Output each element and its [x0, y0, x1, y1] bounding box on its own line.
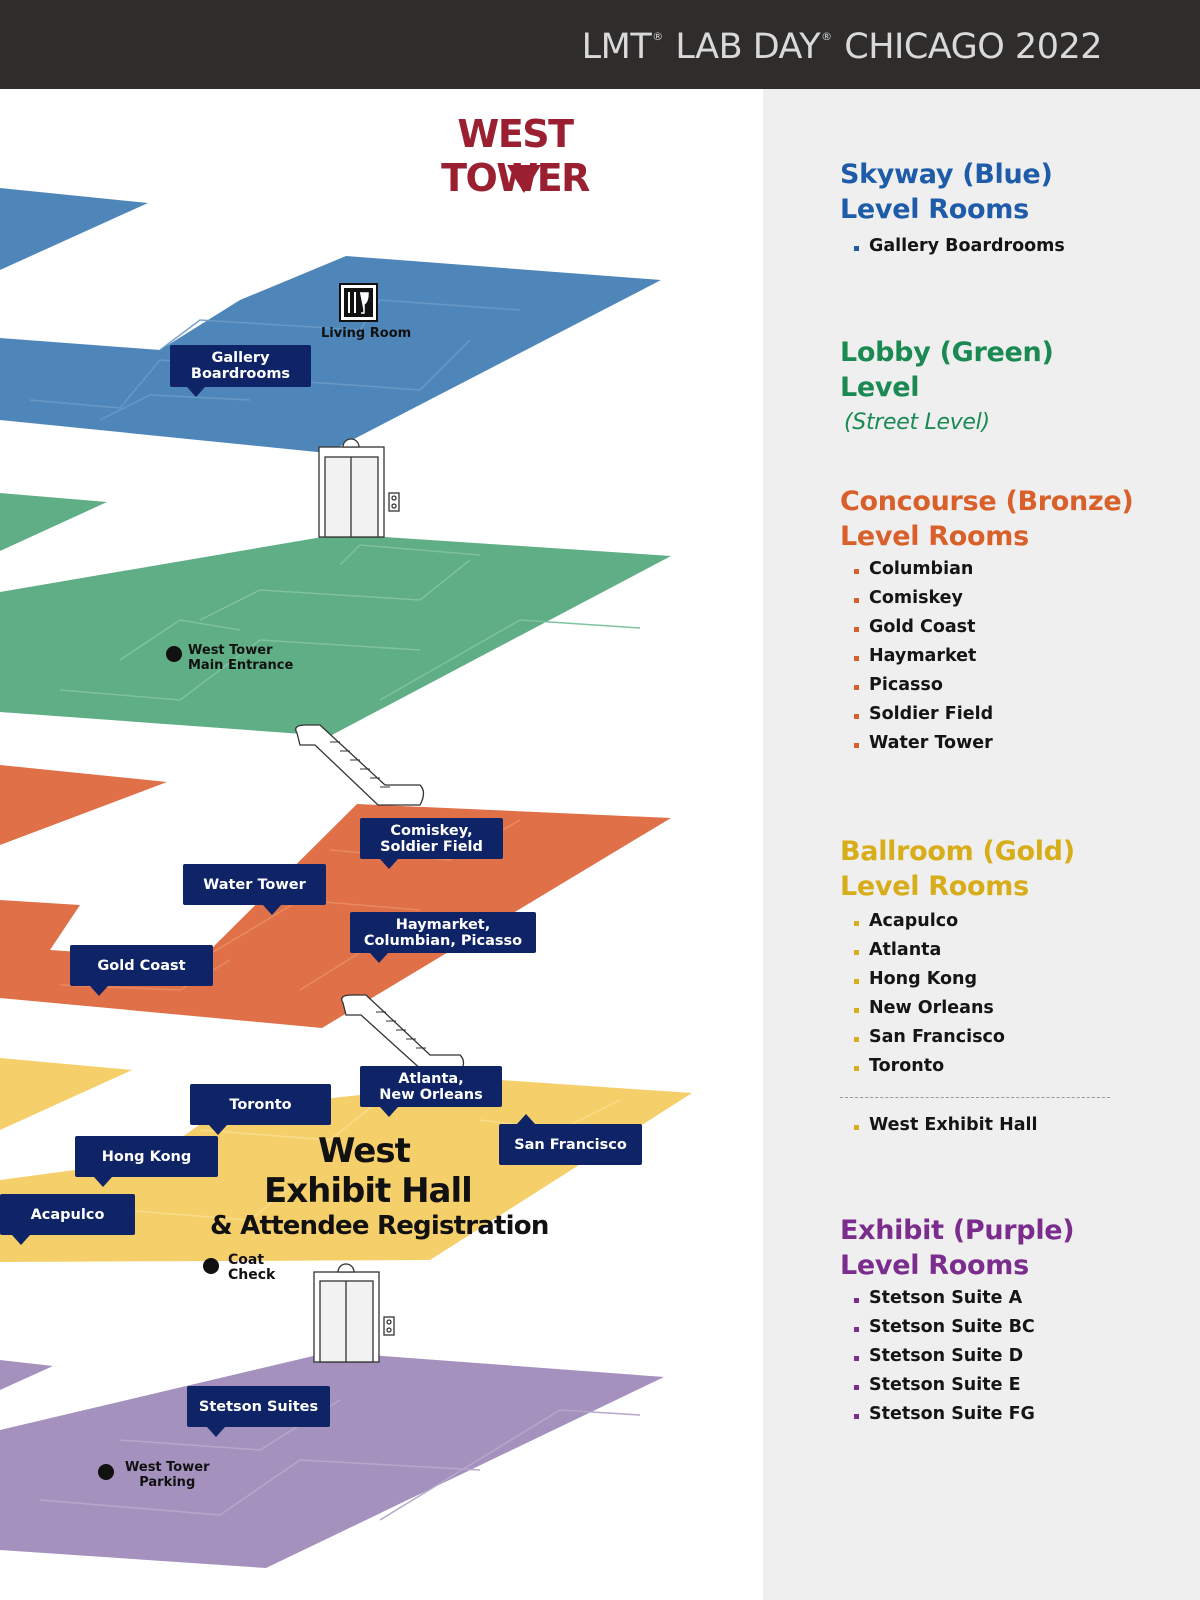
list-item: New Orleans [852, 994, 1005, 1023]
list-item: Hong Kong [852, 965, 1005, 994]
list-item: Atlanta [852, 936, 1005, 965]
callout-label: Toronto [229, 1096, 292, 1113]
coat-check-label: Coat Check [228, 1252, 276, 1283]
hall-title-line2: Exhibit Hall [264, 1171, 472, 1211]
elevator-icon-lower [314, 1264, 394, 1362]
list-item: Acapulco [852, 907, 1005, 936]
callout-water-tower[interactable] [183, 864, 326, 905]
callout-pointer [12, 1235, 30, 1245]
callout-pointer [263, 905, 281, 915]
callout-pointer [94, 1177, 112, 1187]
callout-pointer [517, 1114, 535, 1124]
elevator-icon-upper [319, 439, 399, 537]
list-item: Soldier Field [852, 700, 993, 729]
callout-label: Stetson Suites [198, 1398, 319, 1415]
legend-divider [840, 1097, 1110, 1098]
callout-toronto[interactable] [190, 1084, 331, 1125]
list-item: Stetson Suite A [852, 1284, 1035, 1313]
lobby-floor [0, 534, 671, 736]
callout-stetson-suites[interactable] [187, 1386, 330, 1427]
list-item: Columbian [852, 555, 993, 584]
callout-haymarket[interactable] [350, 912, 536, 953]
callout-label: Hong Kong [101, 1148, 192, 1165]
ballroom-extra-list [852, 1111, 1038, 1140]
skyway-heading: Skyway (Blue) Level Rooms [840, 159, 1053, 225]
tower-title: WEST TOWER [441, 112, 589, 200]
exhibit-heading: Exhibit (Purple) Level Rooms [840, 1215, 1075, 1281]
callout-acapulco[interactable] [0, 1194, 135, 1235]
callout-pointer [370, 953, 388, 963]
west-tower-entrance-label: West Tower Main Entrance [188, 643, 294, 673]
hall-title-line1: West [318, 1131, 410, 1171]
callout-gold-coast[interactable] [70, 945, 213, 986]
hall-subtitle: & Attendee Registration [210, 1211, 549, 1241]
callout-pointer [209, 1125, 227, 1135]
callout-atlanta[interactable] [360, 1066, 502, 1107]
callout-label: San Francisco [514, 1136, 627, 1153]
exhibit-floor [0, 1352, 664, 1568]
list-item: Water Tower [852, 729, 993, 758]
concourse-room-list [852, 555, 993, 758]
callout-label: Gallery Boardrooms [190, 350, 291, 382]
callout-san-francisco[interactable] [499, 1124, 642, 1165]
list-item: Haymarket [852, 642, 993, 671]
skyway-room-list [852, 232, 1065, 261]
callout-label: Gold Coast [97, 957, 186, 974]
skyway-floor [0, 256, 661, 453]
list-item: Stetson Suite BC [852, 1313, 1035, 1342]
skyway-floor-partial [0, 188, 148, 270]
parking-label: West Tower Parking [125, 1460, 210, 1490]
event-title: LMT® LAB DAY® CHICAGO 2022 [581, 27, 1102, 67]
list-item: Stetson Suite E [852, 1371, 1035, 1400]
list-item: Stetson Suite FG [852, 1400, 1035, 1429]
callout-pointer [380, 859, 398, 869]
callout-label: Atlanta, New Orleans [379, 1070, 483, 1103]
list-item: Gallery Boardrooms [852, 232, 1065, 261]
callout-label: Water Tower [203, 876, 306, 893]
callout-label: Comiskey, Soldier Field [380, 822, 483, 855]
list-item: Toronto [852, 1052, 1005, 1081]
page-header [0, 0, 1200, 89]
list-item: West Exhibit Hall [852, 1111, 1038, 1140]
ballroom-heading: Ballroom (Gold) Level Rooms [840, 836, 1075, 902]
callout-label: Haymarket, Columbian, Picasso [363, 916, 523, 949]
list-item: Comiskey [852, 584, 993, 613]
exhibit-floor-partial [0, 1360, 53, 1390]
list-item: San Francisco [852, 1023, 1005, 1052]
list-item: Picasso [852, 671, 993, 700]
callout-label: Acapulco [30, 1206, 105, 1223]
list-item: Stetson Suite D [852, 1342, 1035, 1371]
callout-pointer [90, 986, 108, 996]
list-item: Gold Coast [852, 613, 993, 642]
callout-pointer [380, 1107, 398, 1117]
ballroom-room-list [852, 907, 1005, 1081]
escalator-icon-lower [342, 995, 464, 1072]
callout-comiskey[interactable] [360, 818, 503, 859]
callout-pointer [187, 387, 205, 397]
concourse-floor-partial [0, 765, 167, 845]
callout-gallery-boardrooms[interactable] [170, 345, 311, 387]
parking-dot [98, 1464, 114, 1480]
concourse-heading: Concourse (Bronze) Level Rooms [840, 486, 1134, 552]
living-room-label: Living Room [321, 326, 412, 341]
coat-check-dot [203, 1258, 219, 1274]
ballroom-floor-partial [0, 1058, 132, 1130]
lobby-heading: Lobby (Green) Level (Street Level) [840, 337, 1054, 435]
callout-pointer [207, 1427, 225, 1437]
dining-icon [340, 284, 377, 321]
lobby-floor-partial [0, 493, 107, 551]
callout-hong-kong[interactable] [75, 1136, 218, 1177]
entrance-dot [166, 646, 182, 662]
exhibit-room-list [852, 1284, 1035, 1429]
escalator-icon-upper [296, 725, 424, 805]
